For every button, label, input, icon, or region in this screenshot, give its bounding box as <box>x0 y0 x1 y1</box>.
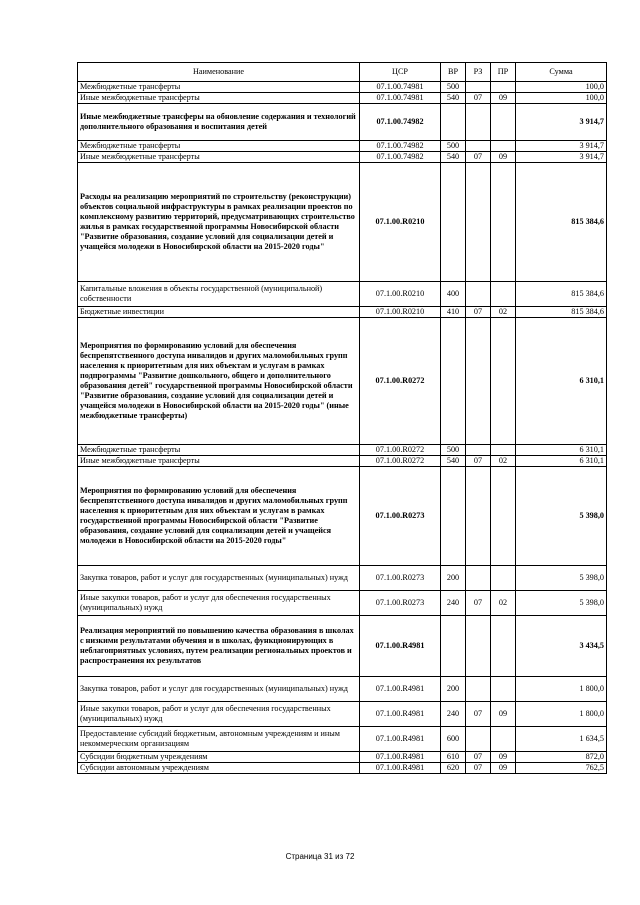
cell-name: Иные межбюджетные трансферты <box>78 152 360 163</box>
header-name: Наименование <box>78 63 360 82</box>
cell-vr: 400 <box>441 282 466 307</box>
table-row <box>78 318 607 445</box>
cell-name: Иные межбюджетные трансферты <box>78 456 360 467</box>
cell-name: Межбюджетные трансферты <box>78 141 360 152</box>
cell-csr: 07.1.00.R0210 <box>360 307 441 318</box>
cell-sum: 1 634,5 <box>516 727 607 752</box>
cell-rz: 07 <box>466 456 491 467</box>
cell-rz: 07 <box>466 591 491 616</box>
cell-pr <box>491 141 516 152</box>
header-rz: РЗ <box>466 63 491 82</box>
cell-vr: 410 <box>441 307 466 318</box>
cell-rz <box>466 727 491 752</box>
table-body <box>78 82 607 774</box>
table-row <box>78 727 607 752</box>
cell-vr: 600 <box>441 727 466 752</box>
cell-pr <box>491 616 516 677</box>
header-vr: ВР <box>441 63 466 82</box>
cell-csr: 07.1.00.74982 <box>360 141 441 152</box>
cell-vr <box>441 616 466 677</box>
cell-vr: 500 <box>441 82 466 93</box>
cell-vr: 540 <box>441 152 466 163</box>
cell-csr: 07.1.00.R0272 <box>360 318 441 445</box>
cell-rz <box>466 445 491 456</box>
cell-sum: 815 384,6 <box>516 163 607 282</box>
cell-csr: 07.1.00.R0273 <box>360 467 441 566</box>
cell-vr: 540 <box>441 93 466 104</box>
cell-csr: 07.1.00.R0210 <box>360 163 441 282</box>
table-row <box>78 752 607 763</box>
cell-pr: 02 <box>491 456 516 467</box>
page-number: Страница 31 из 72 <box>285 852 355 861</box>
cell-pr <box>491 318 516 445</box>
cell-sum: 815 384,6 <box>516 282 607 307</box>
cell-sum: 6 310,1 <box>516 318 607 445</box>
cell-csr: 07.1.00.R4981 <box>360 702 441 727</box>
cell-pr <box>491 677 516 702</box>
cell-vr: 240 <box>441 591 466 616</box>
cell-sum: 100,0 <box>516 82 607 93</box>
cell-rz <box>466 82 491 93</box>
cell-sum: 3 914,7 <box>516 104 607 141</box>
cell-rz <box>466 467 491 566</box>
cell-rz: 07 <box>466 93 491 104</box>
cell-rz <box>466 163 491 282</box>
cell-pr: 09 <box>491 763 516 774</box>
cell-csr: 07.1.00.R4981 <box>360 677 441 702</box>
cell-csr: 07.1.00.R4981 <box>360 763 441 774</box>
table-row <box>78 307 607 318</box>
table-row <box>78 104 607 141</box>
cell-sum: 100,0 <box>516 93 607 104</box>
cell-rz <box>466 104 491 141</box>
cell-rz <box>466 282 491 307</box>
cell-csr: 07.1.00.74981 <box>360 82 441 93</box>
cell-name: Межбюджетные трансферты <box>78 82 360 93</box>
table-row <box>78 566 607 591</box>
cell-sum: 1 800,0 <box>516 677 607 702</box>
cell-vr <box>441 104 466 141</box>
header-sum: Сумма <box>516 63 607 82</box>
cell-sum: 5 398,0 <box>516 467 607 566</box>
cell-rz: 07 <box>466 152 491 163</box>
cell-sum: 3 434,5 <box>516 616 607 677</box>
cell-rz <box>466 616 491 677</box>
cell-csr: 07.1.00.R0272 <box>360 445 441 456</box>
cell-pr: 09 <box>491 752 516 763</box>
table-row <box>78 282 607 307</box>
table-row <box>78 591 607 616</box>
cell-pr <box>491 82 516 93</box>
budget-table <box>77 62 607 774</box>
cell-pr: 02 <box>491 307 516 318</box>
cell-pr <box>491 727 516 752</box>
cell-vr <box>441 163 466 282</box>
cell-pr <box>491 282 516 307</box>
cell-csr: 07.1.00.74982 <box>360 104 441 141</box>
table-row <box>78 82 607 93</box>
cell-vr: 240 <box>441 702 466 727</box>
cell-rz <box>466 318 491 445</box>
cell-name: Мероприятия по формированию условий для обеспечения беспрепятственного доступа инвалидов и других маломобильных групп населения к приоритетным для них объектам и услугам в рамках подпрограммы "Развитие дошкольного, общего и дополнительного образования детей" государственной программы Новосибирской области "Развитие образования, создание условий для социализации детей и учащейся молодежи в Новосибирской области на 2015-2020 годы" (иные межбюджетные трансферты) <box>78 318 360 445</box>
header-pr: ПР <box>491 63 516 82</box>
cell-csr: 07.1.00.74982 <box>360 152 441 163</box>
cell-csr: 07.1.00.R0210 <box>360 282 441 307</box>
cell-csr: 07.1.00.74981 <box>360 93 441 104</box>
header-csr: ЦСР <box>360 63 441 82</box>
cell-pr: 09 <box>491 93 516 104</box>
cell-sum: 1 800,0 <box>516 702 607 727</box>
cell-rz: 07 <box>466 307 491 318</box>
cell-name: Капитальные вложения в объекты государственной (муниципальной) собственности <box>78 282 360 307</box>
cell-sum: 3 914,7 <box>516 152 607 163</box>
cell-vr: 500 <box>441 445 466 456</box>
cell-name: Мероприятия по формированию условий для обеспечения беспрепятственного доступа инвалидов и других маломобильных групп населения к приоритетным для них объектам и услугам в рамках государственной программы Новосибирской области "Развитие образования, создание условий для социализации детей и учащейся молодежи в Новосибирской области на 2015-2020 годы" <box>78 467 360 566</box>
table-row <box>78 152 607 163</box>
cell-sum: 3 914,7 <box>516 141 607 152</box>
cell-name: Иные межбюджетные трансферты <box>78 93 360 104</box>
cell-pr <box>491 445 516 456</box>
table-row <box>78 93 607 104</box>
cell-pr: 09 <box>491 152 516 163</box>
cell-vr: 200 <box>441 677 466 702</box>
cell-sum: 762,5 <box>516 763 607 774</box>
cell-name: Бюджетные инвестиции <box>78 307 360 318</box>
cell-sum: 5 398,0 <box>516 566 607 591</box>
cell-csr: 07.1.00.R0272 <box>360 456 441 467</box>
cell-sum: 5 398,0 <box>516 591 607 616</box>
cell-pr <box>491 104 516 141</box>
table-row <box>78 163 607 282</box>
cell-name: Субсидии автономным учреждениям <box>78 763 360 774</box>
cell-vr: 540 <box>441 456 466 467</box>
cell-vr: 200 <box>441 566 466 591</box>
cell-csr: 07.1.00.R4981 <box>360 727 441 752</box>
cell-pr: 02 <box>491 591 516 616</box>
cell-name: Закупка товаров, работ и услуг для государственных (муниципальных) нужд <box>78 566 360 591</box>
cell-pr <box>491 566 516 591</box>
cell-pr <box>491 467 516 566</box>
cell-rz <box>466 566 491 591</box>
table-header-row <box>78 63 607 82</box>
table-row <box>78 445 607 456</box>
budget-table-container <box>77 62 606 774</box>
cell-vr: 500 <box>441 141 466 152</box>
cell-csr: 07.1.00.R4981 <box>360 616 441 677</box>
cell-csr: 07.1.00.R4981 <box>360 752 441 763</box>
cell-name: Субсидии бюджетным учреждениям <box>78 752 360 763</box>
cell-sum: 6 310,1 <box>516 445 607 456</box>
table-row <box>78 467 607 566</box>
cell-name: Закупка товаров, работ и услуг для государственных (муниципальных) нужд <box>78 677 360 702</box>
table-row <box>78 616 607 677</box>
cell-sum: 815 384,6 <box>516 307 607 318</box>
cell-rz: 07 <box>466 702 491 727</box>
cell-name: Иные закупки товаров, работ и услуг для обеспечения государственных (муниципальных) нужд <box>78 702 360 727</box>
cell-vr: 620 <box>441 763 466 774</box>
cell-pr <box>491 163 516 282</box>
cell-rz: 07 <box>466 752 491 763</box>
cell-rz: 07 <box>466 763 491 774</box>
cell-name: Иные закупки товаров, работ и услуг для обеспечения государственных (муниципальных) нужд <box>78 591 360 616</box>
cell-name: Иные межбюджетные трансферы на обновление содержания и технологий дополнительного образования и воспитания детей <box>78 104 360 141</box>
cell-vr <box>441 318 466 445</box>
cell-name: Межбюджетные трансферты <box>78 445 360 456</box>
table-row <box>78 456 607 467</box>
cell-csr: 07.1.00.R0273 <box>360 566 441 591</box>
cell-name: Реализация мероприятий по повышению качества образования в школах с низкими результатами обучения и в школах, функционирующих в неблагоприятных условиях, путем реализации региональных проектов и распространения их результатов <box>78 616 360 677</box>
cell-name: Предоставление субсидий бюджетным, автономным учреждениям и иным некоммерческим организациям <box>78 727 360 752</box>
cell-rz <box>466 141 491 152</box>
table-row <box>78 763 607 774</box>
cell-csr: 07.1.00.R0273 <box>360 591 441 616</box>
cell-vr: 610 <box>441 752 466 763</box>
table-row <box>78 141 607 152</box>
table-row <box>78 702 607 727</box>
cell-vr <box>441 467 466 566</box>
cell-sum: 6 310,1 <box>516 456 607 467</box>
cell-rz <box>466 677 491 702</box>
cell-pr: 09 <box>491 702 516 727</box>
table-row <box>78 677 607 702</box>
cell-sum: 872,0 <box>516 752 607 763</box>
cell-name: Расходы на реализацию мероприятий по строительству (реконструкции) объектов социальной инфраструктуры в рамках реализации проектов по комплексному развитию территорий, предусматривающих строительство жилья в рамках государственной программы Новосибирской области "Развитие образования, создание условий для социализации детей и учащейся молодежи в Новосибирской области на 2015-2020 годы" <box>78 163 360 282</box>
